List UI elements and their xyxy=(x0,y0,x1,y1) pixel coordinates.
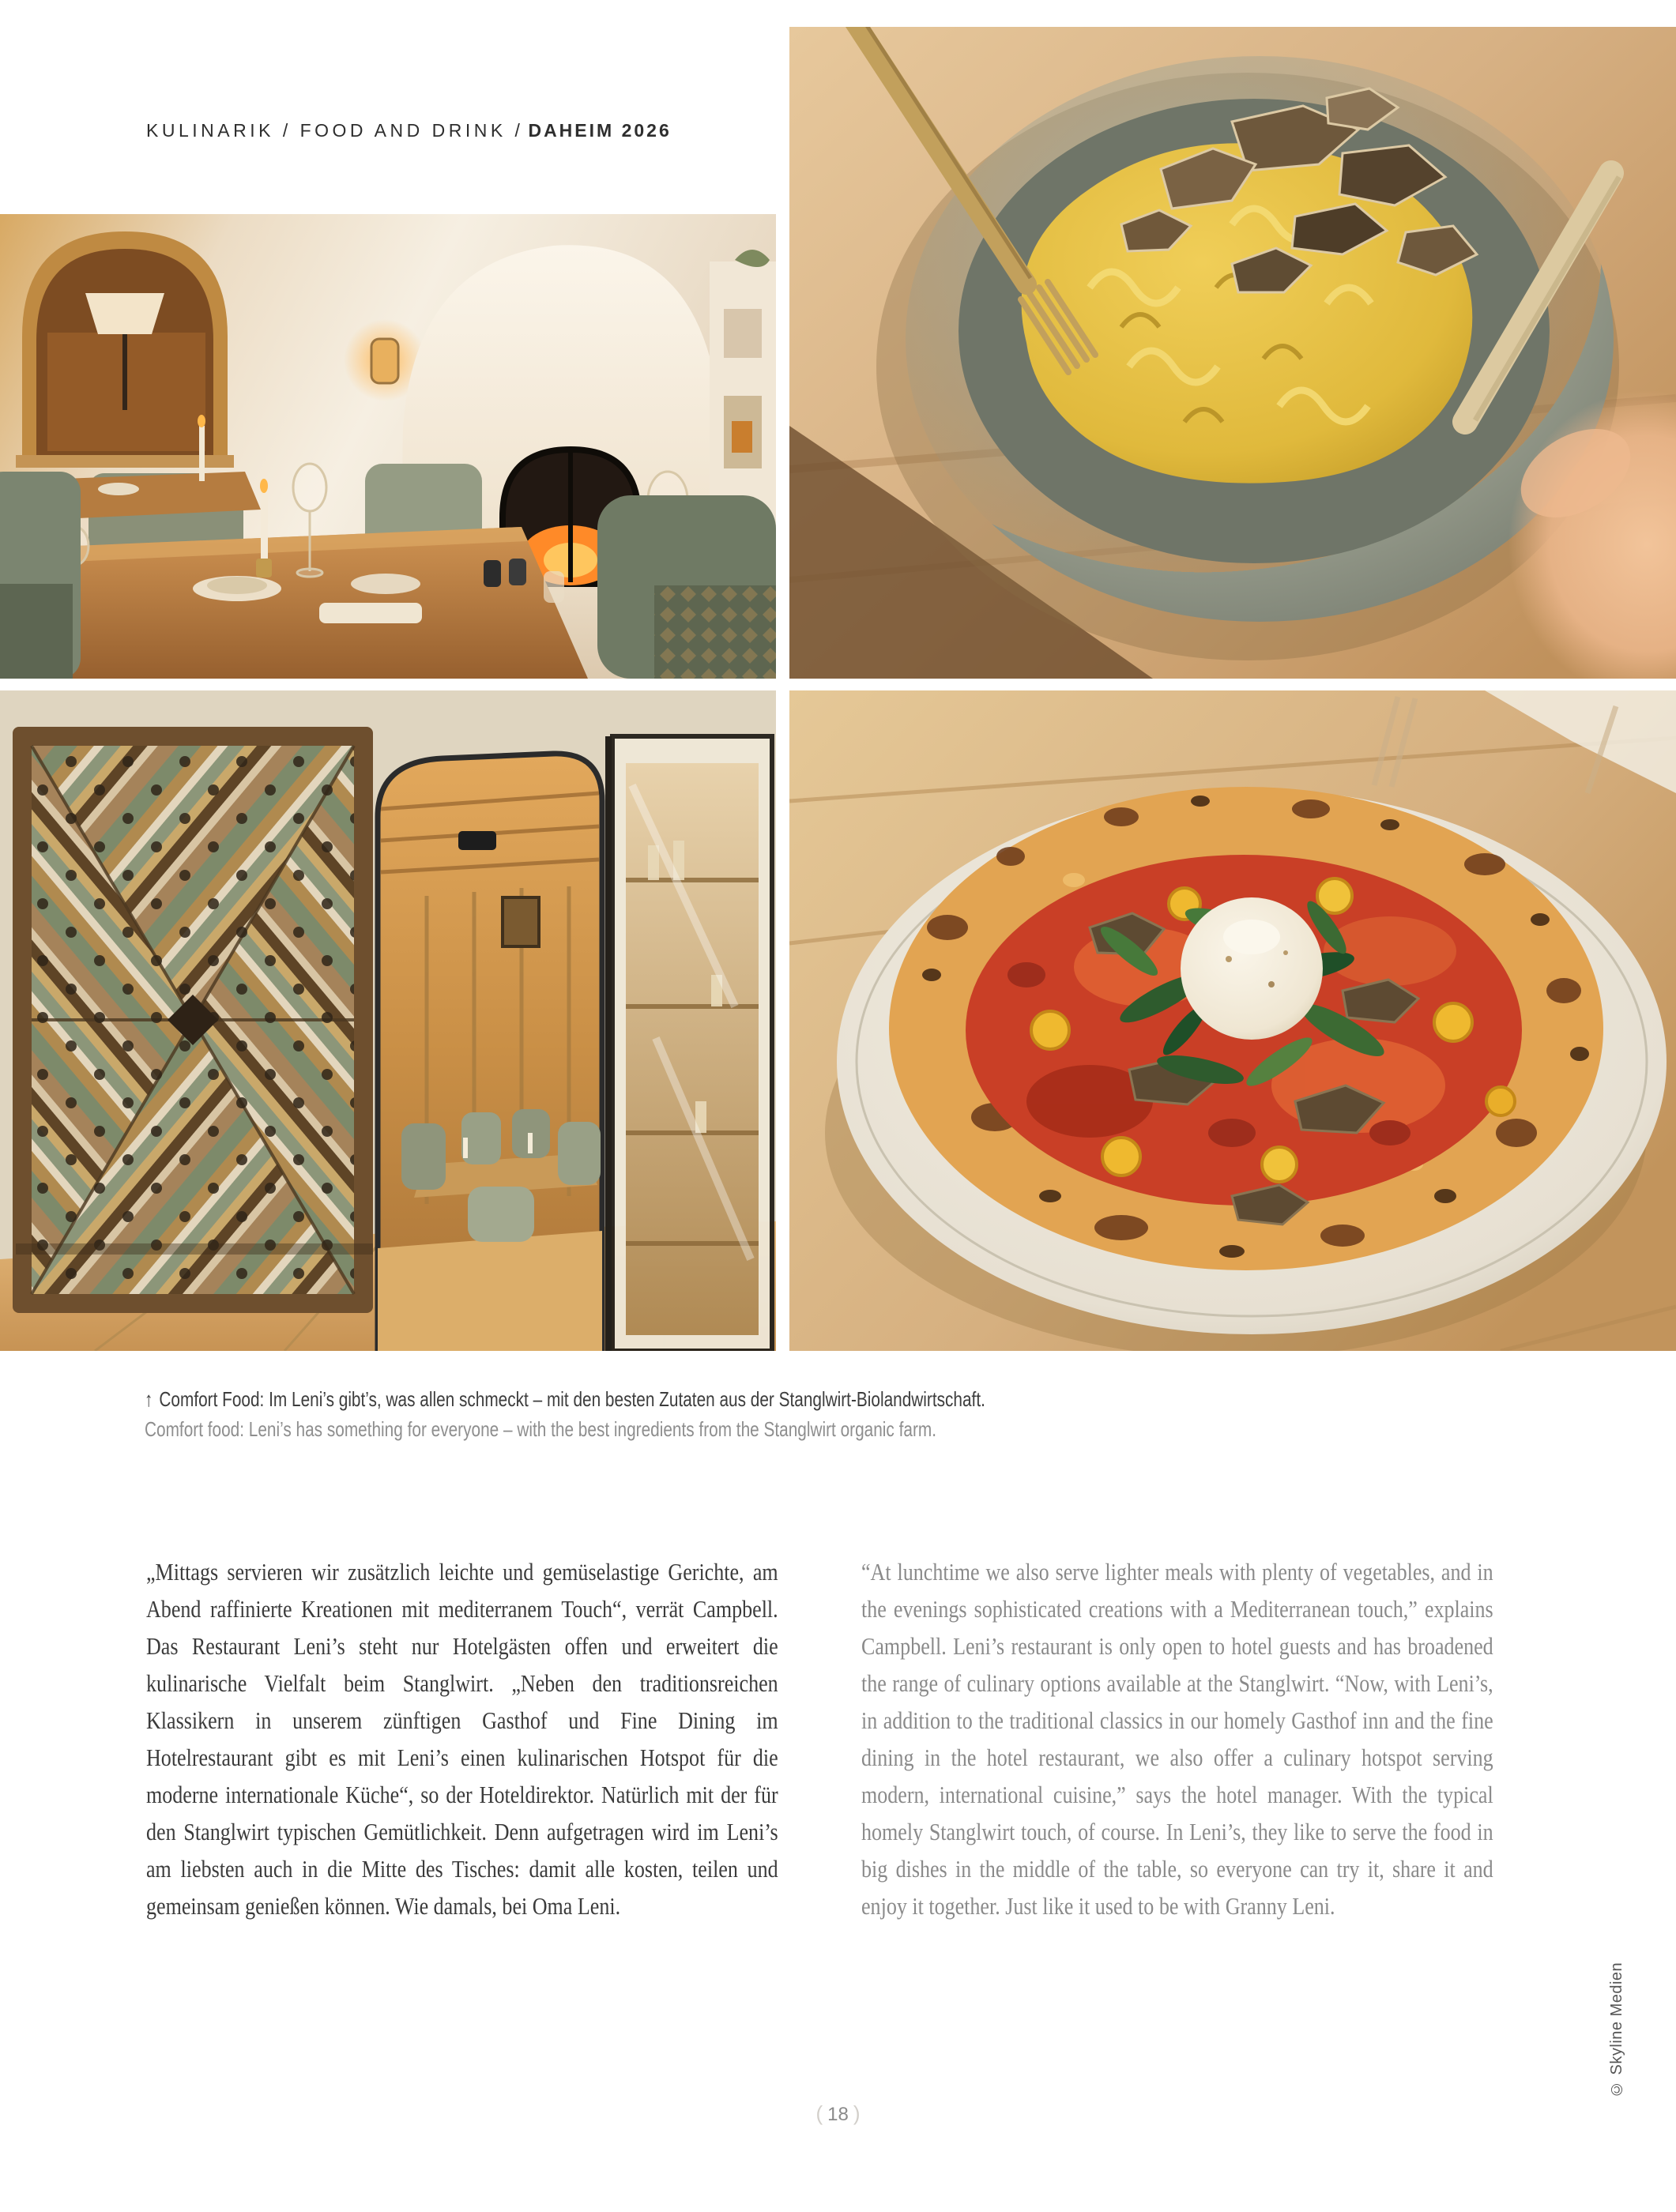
napkin xyxy=(319,603,422,623)
pizza xyxy=(889,787,1603,1270)
body-text-english xyxy=(861,1553,1493,1924)
photo-restaurant-interior xyxy=(0,214,776,679)
glass-door-panel xyxy=(608,736,772,1351)
caption-en: Comfort food: Leni’s has something for everyone – with the best ingredients from the Stanglwirt organic farm. xyxy=(145,1417,936,1441)
page-number: 18 xyxy=(827,2104,849,2125)
page-header xyxy=(146,120,672,141)
paragraph-en: “At lunchtime we also serve lighter meals with plenty of vegetables, and in the evenings sophisticated creations with a Mediterranean touch,” explains Campbell. Leni’s restaurant is only open to hotel guests and has broadened the range of culinary options available at the Stanglwirt. “Now, with Leni’s, in addition to the traditional classics in our homely Gasthof inn and the fine dining in the hotel restaurant, we also offer a culinary hotspot serving modern, international cuisine,” says the hotel manager. With the typical homely Stanglwirt touch, of course. In Leni’s, they like to serve the food in big dishes in the middle of the table, so everyone can try it, share it and enjoy it together. Just like it used to be with Granny Leni. xyxy=(861,1558,1493,1920)
folio-left-bracket: ( xyxy=(815,2101,823,2125)
photo-caption xyxy=(145,1384,1219,1444)
photo-wooden-door xyxy=(0,690,776,1351)
header-kicker: KULINARIK / FOOD AND DRINK / xyxy=(146,120,524,141)
body-text-german xyxy=(146,1553,778,1924)
burrata xyxy=(1181,897,1323,1040)
header-issue: DAHEIM 2026 xyxy=(528,120,672,141)
caption-de: ↑ Comfort Food: Im Leni’s gibt’s, was allen schmeckt – mit den besten Zutaten aus der Stanglwirt-Biolandwirtschaft. xyxy=(145,1387,985,1411)
chevron-door xyxy=(13,727,373,1313)
picture-frame xyxy=(503,897,539,946)
folio-right-bracket: ) xyxy=(853,2101,861,2125)
photo-credit: © Skyline Medien xyxy=(1608,1962,1625,2097)
ceiling-speaker xyxy=(458,831,496,850)
photo-truffle-pasta xyxy=(789,27,1676,679)
candle xyxy=(261,492,268,560)
page-footer xyxy=(0,2101,1676,2126)
paragraph-de: „Mittags servieren wir zusätzlich leichte und gemüselastige Gerichte, am Abend raffinierte Kreationen mit mediterranem Touch“, verrät Campbell. Das Restaurant Leni’s steht nur Hotelgästen offen und erweitert die kulinarische Vielfalt beim Stanglwirt. „Neben den traditionsreichen Klassikern in unserem zünftigen Gasthof und Fine Dining im Hotelrestaurant gibt es mit Leni’s einen kulinarischen Hotspot für die moderne internationale Küche“, so der Hoteldirektor. Natürlich mit der für den Stanglwirt typischen Gemütlichkeit. Denn aufgetragen wird im Leni’s am liebsten auch in die Mitte des Tisches: damit alle kosten, teilen und gemeinsam genießen können. Wie damals, bei Oma Leni. xyxy=(146,1558,778,1920)
lamp-shade xyxy=(85,293,164,334)
water-glass xyxy=(544,571,564,603)
up-arrow-icon: ↑ xyxy=(145,1387,153,1411)
doorway xyxy=(378,754,602,1351)
photo-burrata-pizza xyxy=(789,690,1676,1351)
